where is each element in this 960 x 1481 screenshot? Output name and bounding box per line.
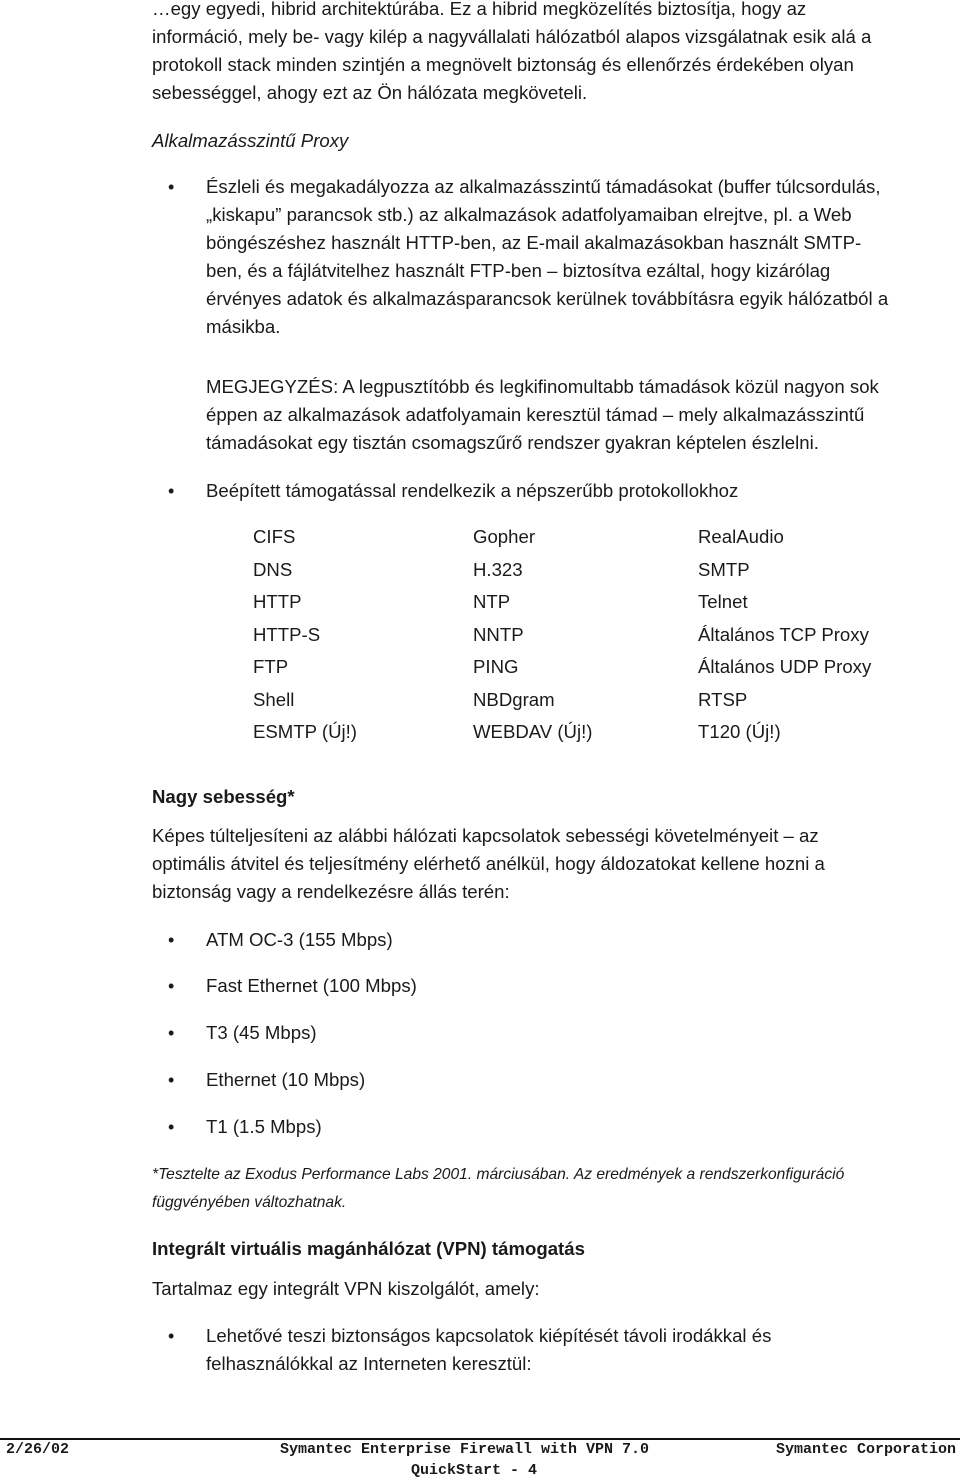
protocol-cell: Telnet xyxy=(698,591,748,612)
protocol-cell: T120 (Új!) xyxy=(698,721,781,742)
protocol-cell: H.323 xyxy=(473,558,523,580)
protocol-row xyxy=(253,718,933,751)
note-line: MEGJEGYZÉS: A legpusztítóbb és legkifinomultabb támadások közül nagyon sok xyxy=(206,376,879,397)
protocol-row xyxy=(253,686,933,719)
footer-date: 2/26/02 xyxy=(6,1441,70,1458)
protocol-cell: DNS xyxy=(253,558,293,580)
protocol-cell: NBDgram xyxy=(473,688,555,710)
bullet-line: Észleli és megakadályozza az alkalmazásszintű támadásokat (buffer túlcsordulás, xyxy=(206,176,881,197)
vpn-paragraph: Tartalmaz egy integrált VPN kiszolgálót, amely: xyxy=(152,1278,540,1299)
bullet-line: ben, és a fájlátvitelhez használt FTP-ben – biztosítva ezáltal, hogy kizárólag xyxy=(206,260,831,281)
proxy-bullet-1 xyxy=(206,173,958,341)
intro-line: sebességgel, ahogy ezt az Ön hálózata megköveteli. xyxy=(152,82,588,103)
vpn-bullet-line: felhasználókkal az Interneten keresztül: xyxy=(206,1353,532,1374)
protocol-row xyxy=(253,588,933,621)
speed-line: optimális átvitel és teljesítmény elérhető anélkül, hogy áldozatokat kellene hozni a xyxy=(152,853,825,874)
bullet-dot-icon: • xyxy=(168,930,175,950)
speed-bullet: Fast Ethernet (100 Mbps) xyxy=(206,975,417,996)
speed-line: biztonság vagy a rendelkezésre állás terén: xyxy=(152,881,510,902)
footnote-line: *Tesztelte az Exodus Performance Labs 2001. márciusában. Az eredmények a rendszerkonfiguráció xyxy=(152,1166,845,1183)
protocol-cell: PING xyxy=(473,656,519,677)
bullet-line: böngészéshez használt HTTP-ben, az E-mail akalmazásokban használt SMTP- xyxy=(206,232,862,253)
footer-company: Symantec Corporation xyxy=(775,1441,956,1458)
protocol-cell: Általános TCP Proxy xyxy=(698,623,869,645)
vpn-bullet xyxy=(206,1322,958,1378)
bullet-dot-icon: • xyxy=(168,177,175,197)
intro-line: információ, mely be- vagy kilép a nagyvállalati hálózatból alapos vizsgálatnak esik alá a xyxy=(152,26,872,47)
speed-footnote xyxy=(152,1161,952,1217)
note-line: éppen az alkalmazások adatfolyamain keresztül támad – mely alkalmazásszintű xyxy=(206,404,865,425)
bullet-line: másikba. xyxy=(206,316,281,337)
intro-line: …egy egyedi, hibrid architektúrába. Ez a hibrid megközelítés biztosítja, hogy az xyxy=(152,0,807,19)
vpn-bullet-line: Lehetővé teszi biztonságos kapcsolatok kiépítését távoli irodákkal és xyxy=(206,1325,772,1346)
vpn-heading: Integrált virtuális magánhálózat (VPN) támogatás xyxy=(152,1238,585,1259)
speed-bullet: ATM OC-3 (155 Mbps) xyxy=(206,929,393,950)
bullet-line: érvényes adatok és alkalmazásparancsok kerülnek továbbításra egyik hálózatból a xyxy=(206,288,889,309)
intro-paragraph xyxy=(152,0,952,107)
note-line: támadásokat egy tisztán csomagszűrő rendszer gyakran képtelen észlelni. xyxy=(206,432,819,453)
protocol-row xyxy=(253,556,933,589)
protocol-cell: RealAudio xyxy=(698,526,784,547)
footer-product: Symantec Enterprise Firewall with VPN 7.0 xyxy=(280,1441,650,1458)
protocol-cell: WEBDAV (Új!) xyxy=(473,721,593,742)
footer-page-number: QuickStart - 4 xyxy=(411,1462,538,1479)
protocol-cell: SMTP xyxy=(698,558,750,580)
proxy-heading: Alkalmazásszintű Proxy xyxy=(152,130,349,151)
speed-bullet: T1 (1.5 Mbps) xyxy=(206,1116,322,1137)
protocol-cell: Shell xyxy=(253,688,295,710)
protocol-cell: HTTP xyxy=(253,591,302,612)
bullet-line: „kiskapu” parancsok stb.) az alkalmazások adatfolyamaiban elrejtve, pl. a Web xyxy=(206,204,852,225)
bullet-dot-icon: • xyxy=(168,1070,175,1090)
note-paragraph xyxy=(206,373,958,457)
speed-heading: Nagy sebesség* xyxy=(152,786,295,807)
protocol-cell: CIFS xyxy=(253,526,296,547)
intro-line: protokoll stack minden szintjén a megnövelt biztonság és ellenőrzés érdekében olyan xyxy=(152,54,854,75)
protocol-cell: HTTP-S xyxy=(253,623,321,645)
bullet-dot-icon: • xyxy=(168,1326,175,1346)
protocol-cell: FTP xyxy=(253,656,289,677)
protocol-row xyxy=(253,621,933,654)
protocol-row xyxy=(253,653,933,686)
protocol-table xyxy=(253,523,933,751)
speed-bullet: Ethernet (10 Mbps) xyxy=(206,1069,366,1090)
footnote-line: függvényében változhatnak. xyxy=(152,1194,347,1211)
protocol-cell: Általános UDP Proxy xyxy=(698,656,872,677)
bullet-dot-icon: • xyxy=(168,1117,175,1137)
bullet-dot-icon: • xyxy=(168,481,175,501)
protocol-cell: NNTP xyxy=(473,623,524,645)
protocol-row xyxy=(253,523,933,556)
protocol-cell: RTSP xyxy=(698,688,748,710)
speed-line: Képes túlteljesíteni az alábbi hálózati kapcsolatok sebességi követelményeit – az xyxy=(152,825,819,846)
speed-paragraph xyxy=(152,822,952,906)
protocol-cell: Gopher xyxy=(473,526,536,547)
protocol-cell: NTP xyxy=(473,591,511,612)
speed-bullet: T3 (45 Mbps) xyxy=(206,1022,317,1043)
protocol-cell: ESMTP (Új!) xyxy=(253,721,357,742)
bullet-dot-icon: • xyxy=(168,976,175,996)
proxy-bullet-2: Beépített támogatással rendelkezik a népszerűbb protokollokhoz xyxy=(206,480,739,501)
bullet-dot-icon: • xyxy=(168,1023,175,1043)
